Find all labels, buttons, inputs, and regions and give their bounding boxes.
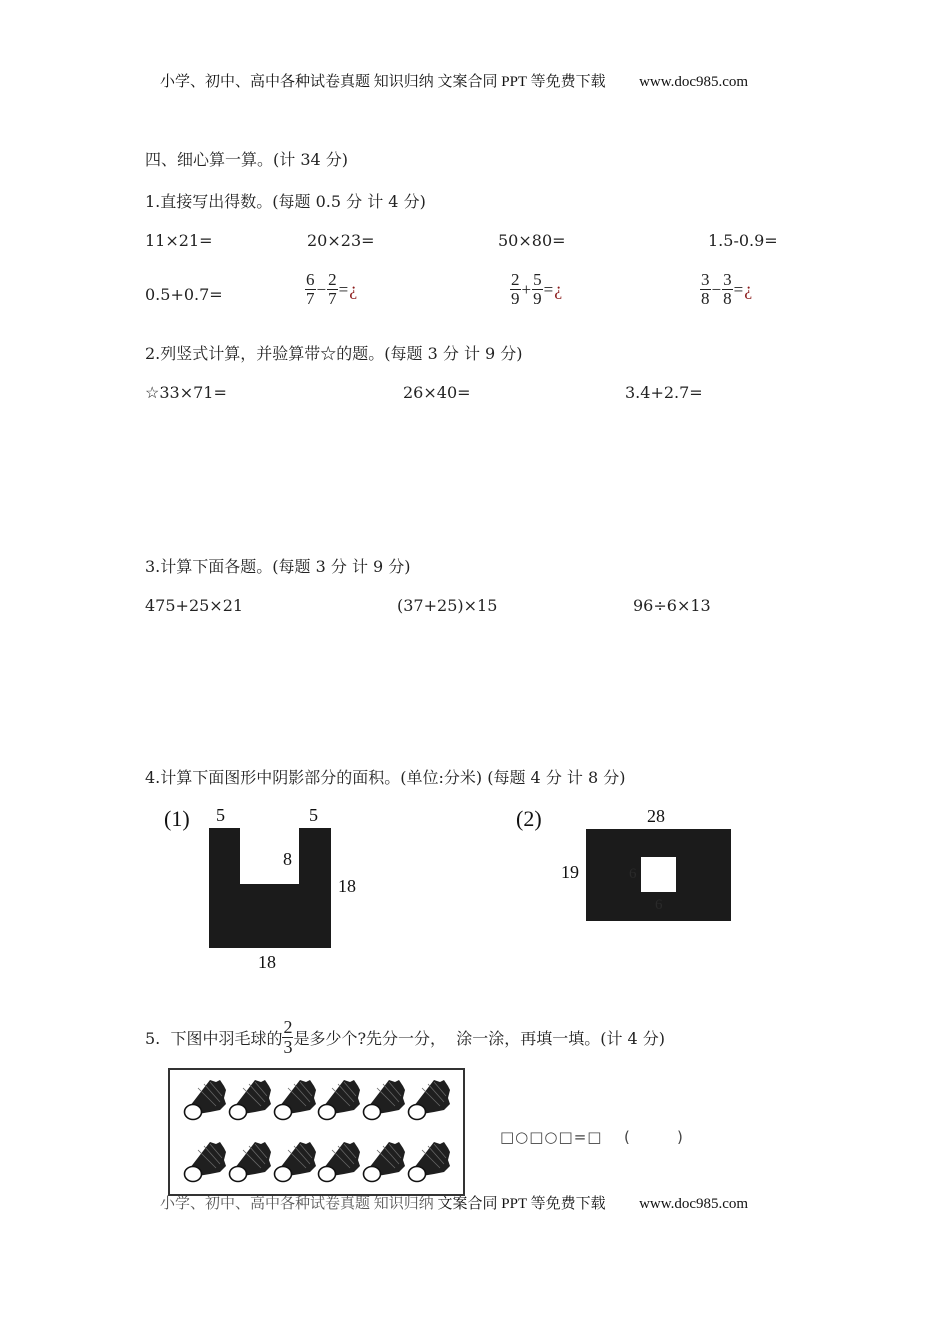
header-text: 小学、初中、高中各种试卷真题 知识归纳 文案合同 PPT 等免费下载 <box>160 74 606 90</box>
operator: − <box>711 279 722 299</box>
fraction <box>532 271 543 308</box>
fraction <box>510 271 521 308</box>
q2-item-3: 3.4+2.7= <box>625 383 703 402</box>
numerator: 6 <box>306 270 315 289</box>
fraction <box>327 271 338 308</box>
numerator: 2 <box>328 270 337 289</box>
shuttlecock-box <box>168 1068 465 1196</box>
q3-item-3: 96÷6×13 <box>633 596 711 615</box>
figure-2-label: (2) <box>516 806 542 831</box>
denominator: 8 <box>701 289 710 308</box>
q1-item-5: 0.5+0.7= <box>145 285 223 304</box>
q5-prefix: 5. 下图中羽毛球的 <box>145 1029 283 1048</box>
numerator: 5 <box>533 270 542 289</box>
operator: + <box>521 279 532 299</box>
label-bottom-width: 18 <box>258 952 276 972</box>
fraction <box>722 271 733 308</box>
q1-item-2: 20×23= <box>307 231 375 250</box>
q5-fraction <box>282 1018 293 1057</box>
footer-url: www.doc985.com <box>639 1196 749 1212</box>
q1-fraction-1 <box>305 271 357 308</box>
numerator: 3 <box>723 270 732 289</box>
shuttlecock-row-2 <box>185 1142 451 1182</box>
label-top-left: 5 <box>216 805 225 825</box>
q4-title: 4.计算下面图形中阴影部分的面积。(单位:分米) (每题 4 分 计 8 分) <box>145 768 626 787</box>
operator: − <box>316 279 327 299</box>
q5-title <box>145 1018 665 1057</box>
label-left-height: 19 <box>561 862 579 882</box>
page-header <box>160 70 748 91</box>
q1-fraction-2 <box>510 271 562 308</box>
q2-item-2: 26×40= <box>403 383 471 402</box>
fraction <box>700 271 711 308</box>
label-top-right: 5 <box>309 805 318 825</box>
fill-template[interactable]: □○□○□=□ <box>500 1128 603 1146</box>
q1-item-1: 11×21= <box>145 231 213 250</box>
denominator: 9 <box>533 289 542 308</box>
answer-mark: ¿ <box>554 279 563 299</box>
u-base <box>209 884 331 948</box>
equals: = <box>543 279 554 299</box>
q2-title: 2.列竖式计算，并验算带☆的题。(每题 3 分 计 9 分) <box>145 344 523 363</box>
label-top-width: 28 <box>647 806 665 826</box>
figure-1-label: (1) <box>164 806 190 831</box>
equals: = <box>733 279 744 299</box>
q2-item-1: ☆33×71= <box>145 383 227 402</box>
numerator: 3 <box>701 270 710 289</box>
label-inner-left: 6 <box>629 866 637 882</box>
denominator: 7 <box>328 289 337 308</box>
answer-mark: ¿ <box>349 279 358 299</box>
label-inner-bottom: 6 <box>655 897 663 913</box>
shuttlecock-row-1 <box>185 1080 451 1120</box>
shuttlecock-grid <box>170 1070 463 1194</box>
denominator: 7 <box>306 289 315 308</box>
q3-title: 3.计算下面各题。(每题 3 分 计 9 分) <box>145 557 411 576</box>
q3-item-2: (37+25)×15 <box>397 596 498 615</box>
footer-text: 文案合同 PPT 等免费下载 <box>437 1196 606 1212</box>
section-title: 四、细心算一算。(计 34 分) <box>145 150 349 169</box>
q5-fill-expression <box>500 1128 684 1146</box>
figure-2 <box>500 800 750 980</box>
denominator: 9 <box>511 289 520 308</box>
label-right-height: 18 <box>338 876 356 896</box>
header-url: www.doc985.com <box>639 74 749 90</box>
footer-text-obscured: 小学、初中、高中各种试卷真题 知识归纳 <box>160 1196 434 1212</box>
numerator: 2 <box>511 270 520 289</box>
numerator: 2 <box>283 1017 293 1037</box>
answer-paren[interactable]: ( ) <box>624 1128 684 1146</box>
q5-suffix: 是多少个?先分一分， 涂一涂，再填一填。(计 4 分) <box>293 1029 666 1048</box>
q1-item-3: 50×80= <box>498 231 566 250</box>
fraction <box>305 271 316 308</box>
label-inner-depth: 8 <box>283 849 292 869</box>
q1-fraction-3 <box>700 271 752 308</box>
denominator: 3 <box>283 1037 293 1057</box>
q1-item-4: 1.5-0.9= <box>708 231 778 250</box>
denominator: 8 <box>723 289 732 308</box>
figure-1 <box>150 800 380 980</box>
inner-square-hole <box>641 857 676 892</box>
q1-title: 1.直接写出得数。(每题 0.5 分 计 4 分) <box>145 192 426 211</box>
q3-item-1: 475+25×21 <box>145 596 244 615</box>
equals: = <box>338 279 349 299</box>
answer-mark: ¿ <box>744 279 753 299</box>
